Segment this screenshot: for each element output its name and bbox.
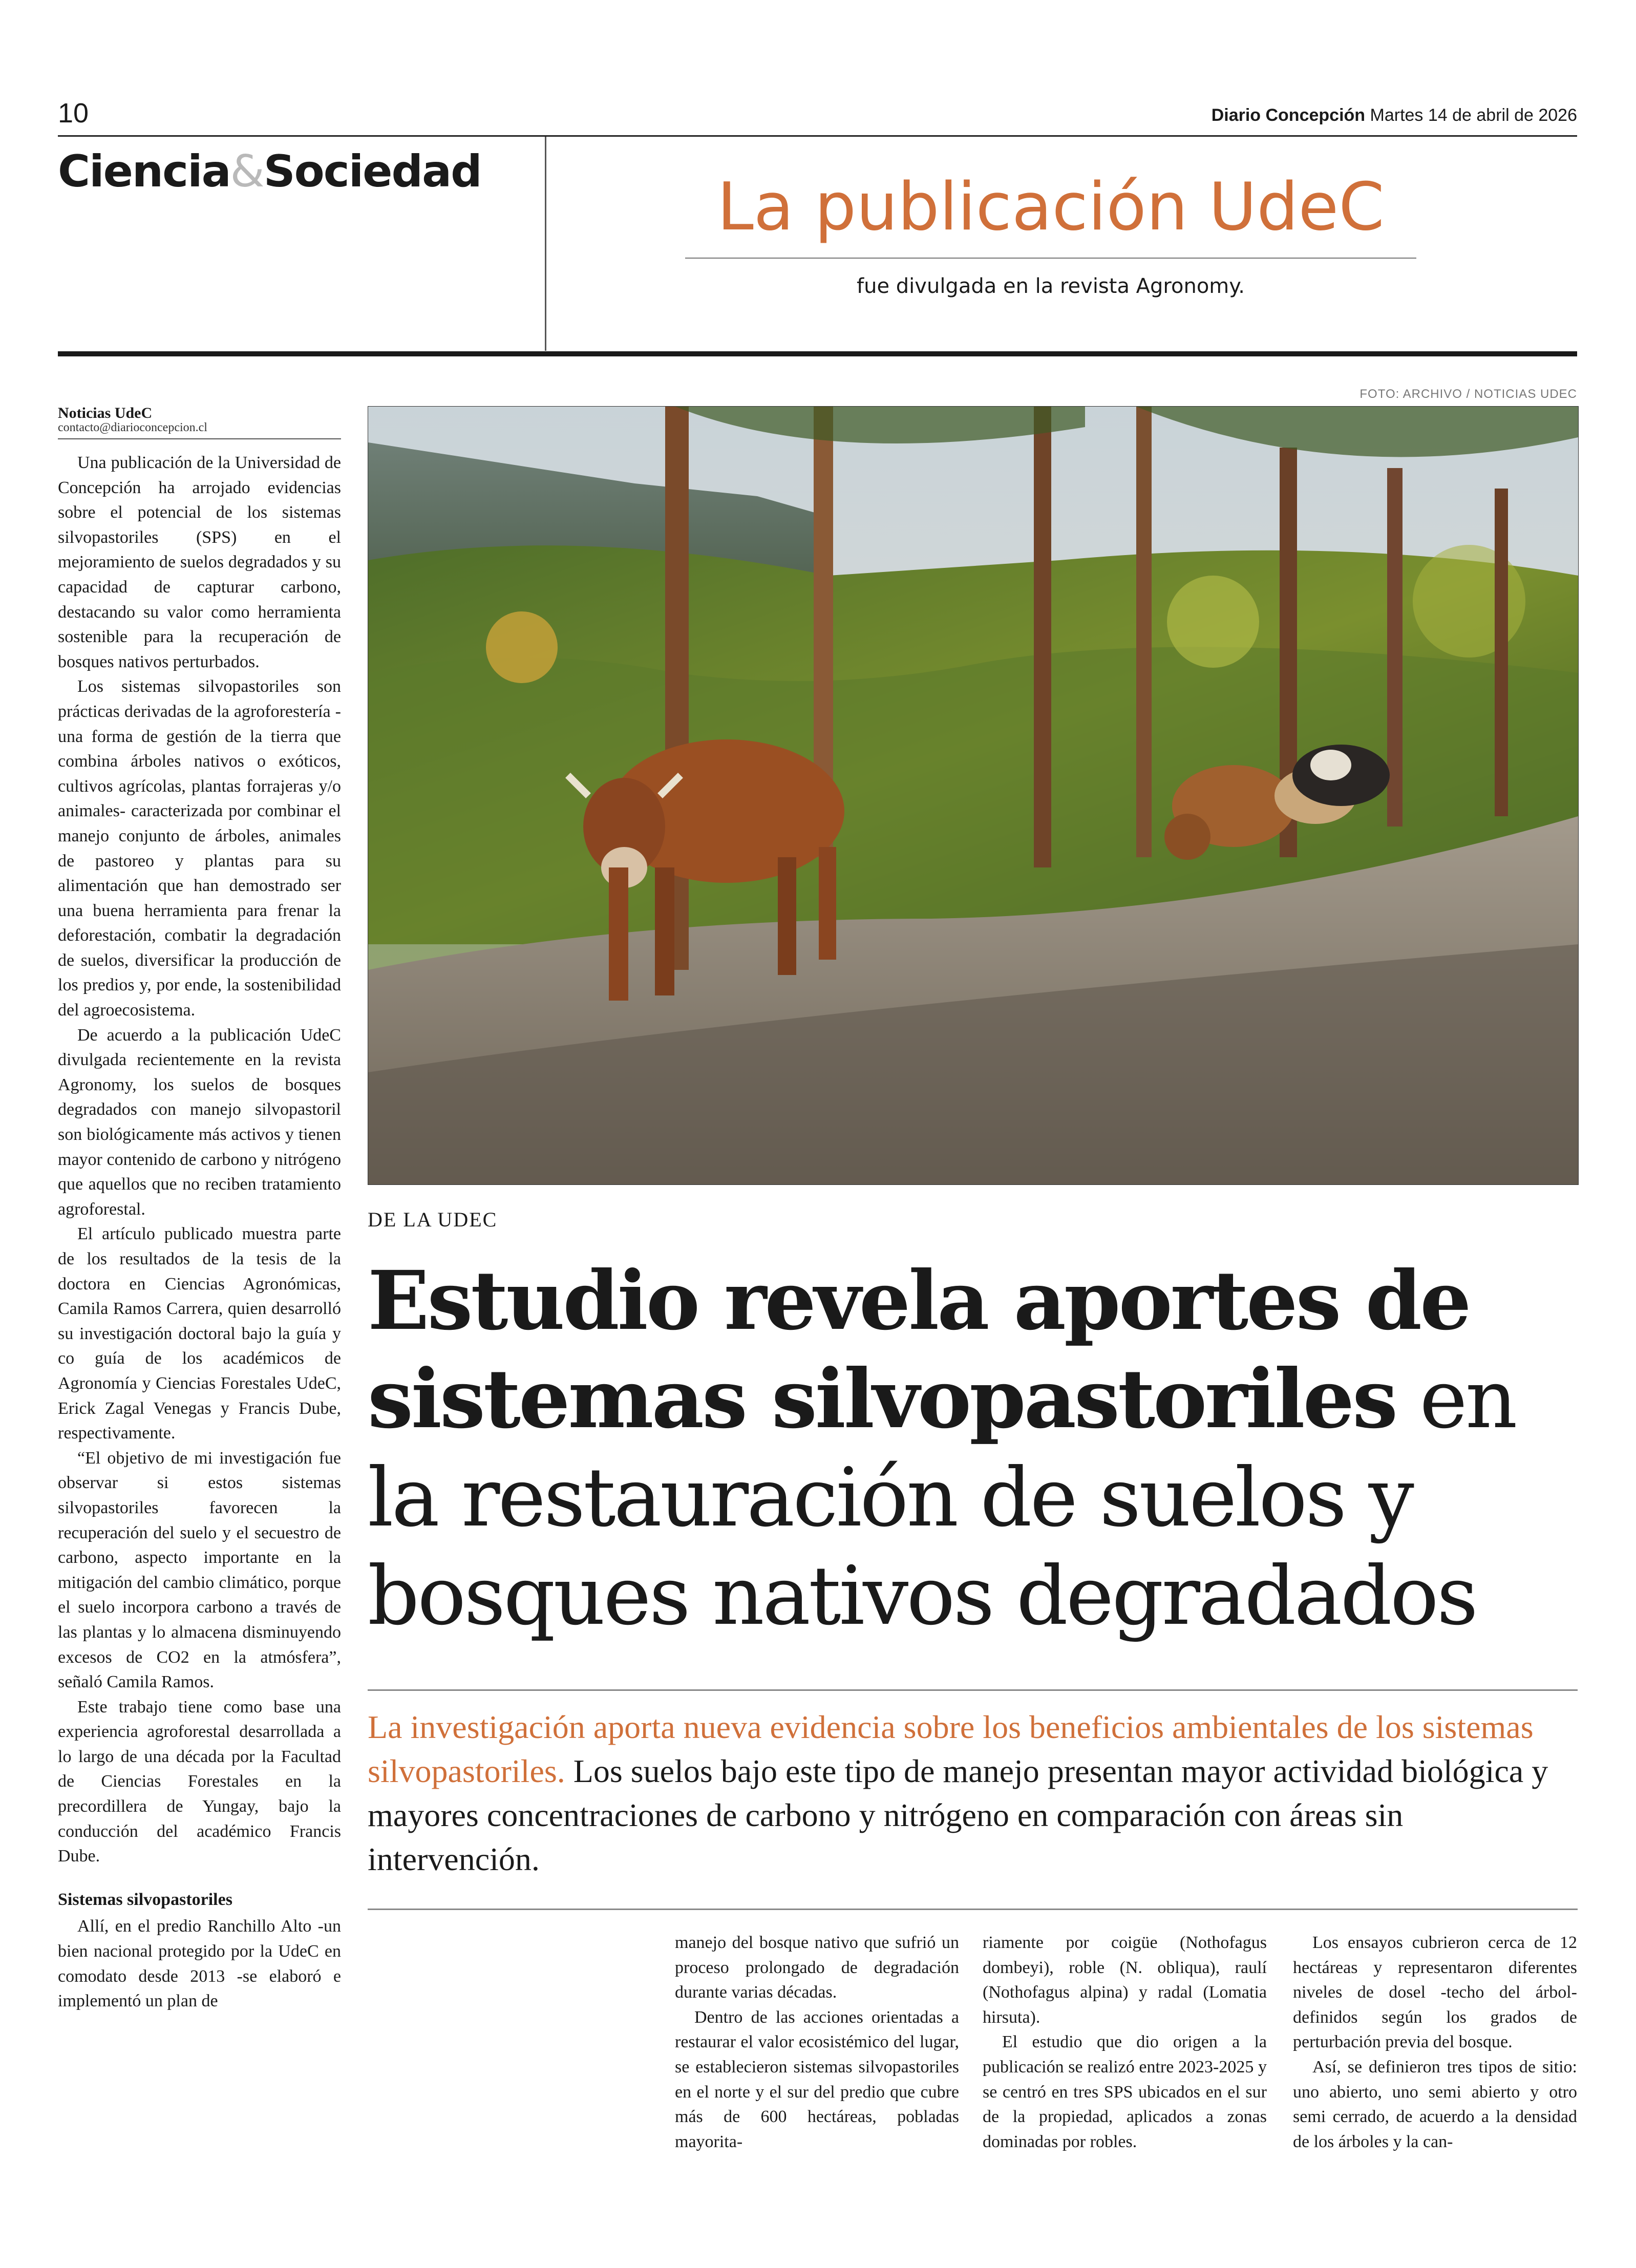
byline-author: Noticias UdeC [58, 405, 153, 421]
lede [368, 1705, 1578, 1881]
section-word-sociedad: Sociedad [263, 146, 481, 197]
byline-rule [58, 438, 341, 439]
column-3 [983, 1931, 1267, 2154]
subheading: Sistemas silvopastoriles [58, 1890, 232, 1909]
paragraph: Los sistemas silvopastoriles son prácticas derivadas de la agroforestería -una forma de gestión de la tierra que combina árboles nativos o exóticos, cultivos agrícolas, plantas forrajeras y/o animales- caracterizada por combinar el manejo conjunto de árboles, animales de pastoreo y plantas para su alimentación que han demostrado ser una buena herramienta para frenar la deforestación, combatir la degradación de suelos, diversificar la producción de los predios y, por ende, la sostenibilidad del agroecosistema. [58, 677, 341, 1020]
paper-meta [1212, 105, 1577, 125]
column-4 [1293, 1931, 1577, 2154]
paragraph: Así, se definieron tres tipos de sitio: uno abierto, uno semi abierto y otro semi cerrado, de acuerdo a la densidad de los árboles y la can- [1293, 2057, 1577, 2151]
paper-name: Diario Concepción [1211, 105, 1366, 125]
headline-line-3: la restauración de suelos y [368, 1451, 1412, 1545]
headline-line-2-bold: sistemas silvopastoriles [368, 1352, 1396, 1447]
paragraph: Allí, en el predio Ranchillo Alto -un bien nacional protegido por la UdeC en comodato desde 2013 -se elaboró e implementó un plan de [58, 1917, 341, 2011]
article-photo [368, 406, 1579, 1185]
page-number: 10 [58, 98, 89, 129]
issue-date: Martes 14 de abril de 2026 [1370, 105, 1577, 125]
top-rule [58, 135, 1577, 137]
header-thick-rule [58, 351, 1577, 356]
paragraph: Dentro de las acciones orientadas a restaurar el valor ecosistémico del lugar, se establecieron sistemas silvopastoriles en el norte y el sur del predio que cubre más de 600 hectáreas, pobladas mayorita- [675, 2007, 959, 2151]
paragraph: Una publicación de la Universidad de Concepción ha arrojado evidencias sobre el potencial de los sistemas silvopastoriles (SPS) en el mejoramiento de suelos degradados y su capacidad de capturar carbono, destacando su valor como herramienta sostenible para la recuperación de bosques nativos perturbados. [58, 453, 341, 671]
paragraph: riamente por coigüe (Nothofagus dombeyi), roble (N. obliqua), raulí (Nothofagus alpina) y radal (Lomatia hirsuta). [983, 1933, 1267, 2027]
paragraph: El artículo publicado muestra parte de los resultados de la tesis de la doctora en Ciencias Agronómicas, Camila Ramos Carrera, quien desarrolló su investigación doctoral bajo la guía y co guía de los académicos de Agronomía y Ciencias Forestales UdeC, Erick Zagal Venegas y Francis Dube, respectivamente. [58, 1224, 341, 1443]
headline-line-1: Estudio revela aportes de [368, 1254, 1470, 1348]
photo-credit: FOTO: ARCHIVO / NOTICIAS UDEC [1359, 387, 1577, 401]
paragraph: Este trabajo tiene como base una experiencia agroforestal desarrollada a lo largo de una década por la Facultad de Ciencias Forestales en la precordillera de Yungay, bajo la conducción del académico Francis Dube. [58, 1697, 341, 1866]
paragraph: Los ensayos cubrieron cerca de 12 hectáreas y representaron diferentes niveles de dosel -techo del árbol- definidos según los grados de perturbación previa del bosque. [1293, 1933, 1577, 2052]
kicker-rule [685, 258, 1416, 259]
column-2 [675, 1931, 959, 2154]
headline-line-4: bosques nativos degradados [368, 1549, 1476, 1643]
byline-email[interactable]: contacto@diarioconcepcion.cl [58, 421, 207, 434]
paragraph: El estudio que dio origen a la publicación se realizó entre 2023-2025 y se centró en tres SPS ubicados en el sur de la propiedad, aplicados a zonas dominadas por robles. [983, 2032, 1267, 2151]
left-column-body [58, 451, 341, 2014]
lede-rule-top [368, 1689, 1578, 1691]
paragraph: “El objetivo de mi investigación fue observar si estos sistemas silvopastoriles favorecen la recuperación del suelo y el secuestro de carbono, aspecto importante en la mitigación del cambio climático, porque el suelo incorpora carbono a través de las plantas y lo almacena disminuyendo excesos de CO2 en la atmósfera”, señaló Camila Ramos. [58, 1448, 341, 1692]
paragraph: De acuerdo a la publicación UdeC divulgada recientemente en la revista Agronomy, los suelos de bosques degradados con manejo silvopastoril son biológicamente más activos y tienen mayor contenido de carbono y nitrógeno que aquellos que no reciben tratamiento agroforestal. [58, 1025, 341, 1219]
kicker-subtitle: fue divulgada en la revista Agronomy. [857, 274, 1245, 298]
headline [368, 1252, 1581, 1645]
headline-line-2-tail: en [1396, 1352, 1516, 1447]
section-ampersand: & [230, 146, 264, 197]
header-divider [545, 137, 546, 351]
lede-rule-bottom [368, 1909, 1578, 1910]
section-word-ciencia: Ciencia [58, 146, 230, 197]
kicker-title: La publicación UdeC [717, 169, 1385, 245]
lede-rest: Los suelos bajo este tipo de manejo presentan mayor actividad biológica y mayores concentraciones de carbono y nitrógeno en comparación con áreas sin intervención. [368, 1753, 1548, 1877]
paragraph: manejo del bosque nativo que sufrió un proceso prolongado de degradación durante varias décadas. [675, 1933, 959, 2002]
section-tag: DE LA UDEC [368, 1208, 498, 1231]
section-title [58, 146, 481, 197]
lede-highlight: La investigación aporta nueva evidencia sobre los beneficios ambientales de los sistemas silvopastoriles. [368, 1709, 1534, 1789]
